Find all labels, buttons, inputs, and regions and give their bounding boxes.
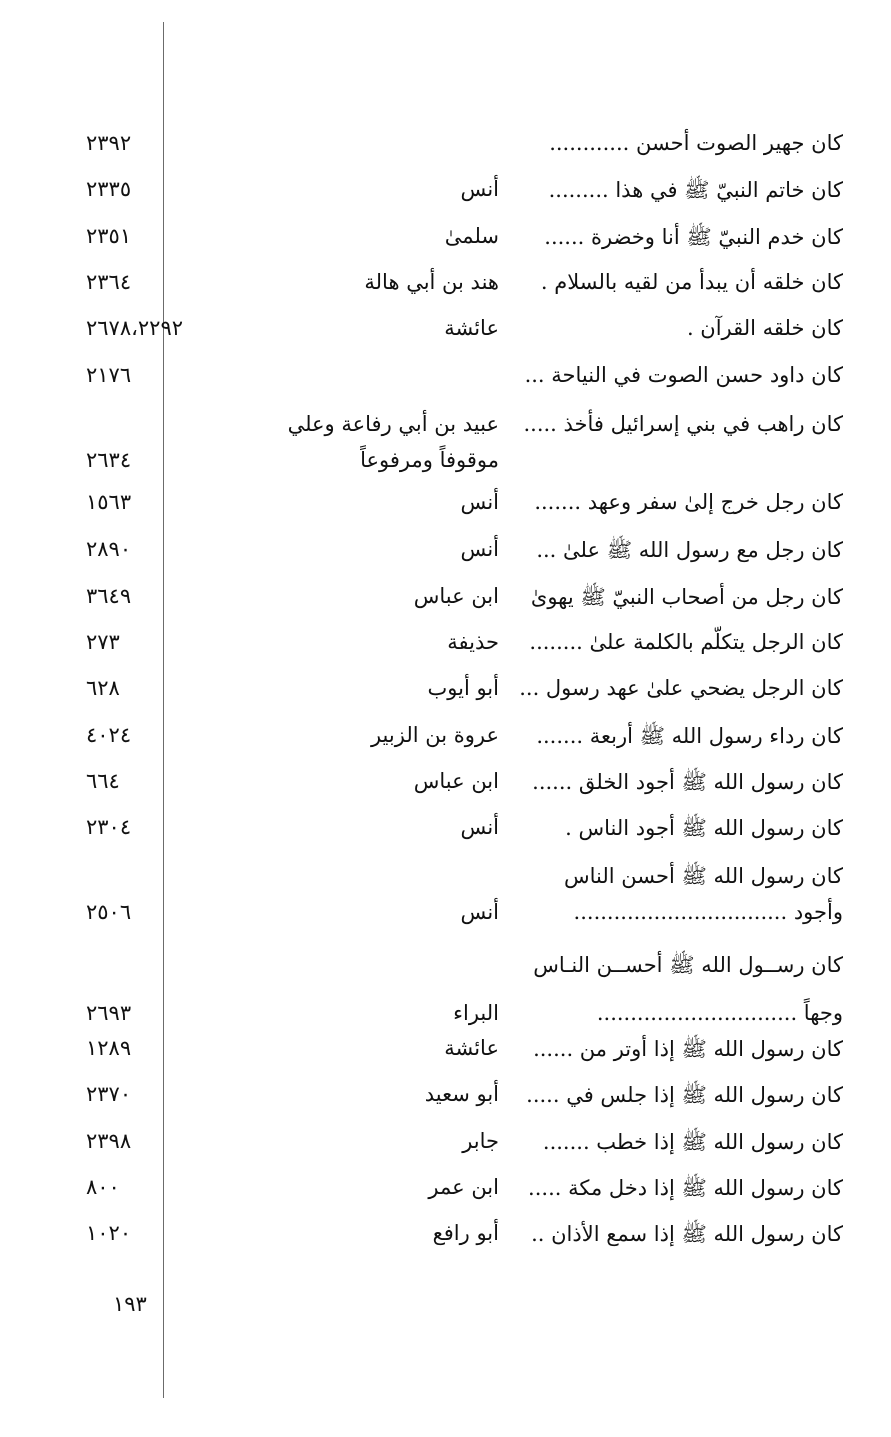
hadith-numbers: ٢٧٣: [86, 630, 120, 654]
hadith-numbers: ٣٦٤٩: [86, 584, 132, 608]
narrator: حذيفة: [447, 630, 499, 654]
narrator: ابن عباس: [413, 584, 499, 608]
hadith-numbers: ٤٠٢٤: [86, 723, 132, 747]
narrator: عائشة: [444, 316, 499, 340]
narrator: البراء: [453, 1001, 499, 1025]
hadith-incipit: كان خاتم النبيّ ﷺ في هذا .........: [548, 178, 843, 202]
hadith-incipit: كان رجل مع رسول الله ﷺ علىٰ ...: [536, 538, 843, 562]
hadith-incipit: كان رجل خرج إلىٰ سفر وعهد .......: [534, 490, 843, 514]
hadith-incipit: كان داود حسن الصوت في النياحة ...: [524, 363, 843, 387]
narrator: أنس: [460, 815, 499, 839]
page-number: ١٩٣: [113, 1292, 147, 1316]
hadith-incipit: كان راهب في بني إسرائيل فأخذ .....: [523, 412, 843, 436]
hadith-incipit: كان رداء رسول الله ﷺ أربعة .......: [536, 724, 843, 748]
narrator: عائشة: [444, 1036, 499, 1060]
hadith-numbers: ٨٠٠: [86, 1175, 120, 1199]
hadith-incipit: كان رسول الله ﷺ إذا دخل مكة .....: [528, 1176, 843, 1200]
hadith-numbers: ٢٦٣٤: [86, 448, 132, 472]
hadith-numbers: ٢١٧٦: [86, 363, 132, 387]
hadith-incipit: كان الرجل يضحي علىٰ عهد رسول ...: [519, 676, 843, 700]
incipit-line-2: وأجود ................................: [573, 900, 843, 924]
hadith-incipit: كان خلقه أن يبدأ من لقيه بالسلام .: [540, 270, 843, 294]
narrator: ابن عباس: [413, 769, 499, 793]
hadith-numbers: ٢٣٠٤: [86, 815, 132, 839]
hadith-incipit: كان رسول الله ﷺ إذا خطب .......: [542, 1130, 843, 1154]
narrator: سلمىٰ: [444, 224, 499, 248]
hadith-incipit: كان الرجل يتكلّم بالكلمة علىٰ ........: [529, 630, 843, 654]
hadith-numbers: ٢٣٩٨: [86, 1129, 132, 1153]
hadith-incipit: كان رسول الله ﷺ أجود الخلق ......: [532, 770, 843, 794]
narrator: أنس: [460, 490, 499, 514]
hadith-numbers: ٢٦٩٣: [86, 1001, 132, 1025]
hadith-numbers: ٢٥٠٦: [86, 900, 132, 924]
narrator-line-1: عبيد بن أبي رفاعة وعلي: [287, 412, 499, 436]
narrator: أبو رافع: [432, 1221, 499, 1245]
narrator: عروة بن الزبير: [370, 723, 499, 747]
narrator: جابر: [462, 1129, 499, 1153]
hadith-incipit: كان رسول الله ﷺ إذا جلس في .....: [526, 1083, 843, 1107]
hadith-numbers: ٢٣٧٠: [86, 1082, 132, 1106]
hadith-numbers: ٢٨٩٠: [86, 537, 132, 561]
hadith-numbers: ٢٣٦٤: [86, 270, 132, 294]
incipit-line-2: وجهاً ..............................: [596, 1001, 843, 1025]
hadith-numbers: ٦٦٤: [86, 769, 120, 793]
hadith-numbers: ٢٣٣٥: [86, 177, 132, 201]
narrator: [259, 406, 499, 478]
incipit-line-1: كان رســول الله ﷺ أحســن النـاس: [533, 953, 843, 977]
hadith-numbers: ١٢٨٩: [86, 1036, 132, 1060]
hadith-numbers: ٦٢٨: [86, 676, 120, 700]
hadith-incipit: كان رسول الله ﷺ أجود الناس .: [565, 816, 843, 840]
narrator: أبو أيوب: [427, 676, 499, 700]
hadith-incipit: [513, 858, 843, 930]
narrator: أبو سعيد: [424, 1082, 499, 1106]
hadith-numbers: ٢٦٧٨،٢٢٩٢: [86, 316, 184, 340]
narrator: أنس: [460, 177, 499, 201]
hadith-incipit: كان خلقه القرآن .: [686, 316, 843, 340]
hadith-incipit: [513, 941, 843, 1037]
narrator: هند بن أبي هالة: [364, 270, 499, 294]
narrator: ابن عمر: [428, 1175, 499, 1199]
hadith-numbers: ١٥٦٣: [86, 490, 132, 514]
hadith-numbers: ٢٣٩٢: [86, 131, 132, 155]
narrator-line-2: موقوفاً ومرفوعاً: [360, 448, 499, 472]
narrator: أنس: [460, 900, 499, 924]
incipit-line-1: كان رسول الله ﷺ أحسن الناس: [564, 864, 843, 888]
hadith-numbers: ٢٣٥١: [86, 224, 132, 248]
hadith-incipit: كان رسول الله ﷺ إذا أوتر من ......: [533, 1037, 843, 1061]
hadith-incipit: كان رجل من أصحاب النبيّ ﷺ يهوىٰ: [530, 585, 843, 609]
hadith-incipit: كان خدم النبيّ ﷺ أنا وخضرة ......: [544, 225, 843, 249]
hadith-incipit: كان جهير الصوت أحسن ............: [549, 131, 843, 155]
hadith-incipit: كان رسول الله ﷺ إذا سمع الأذان ..: [531, 1222, 843, 1246]
hadith-numbers: ١٠٢٠: [86, 1221, 132, 1245]
narrator: أنس: [460, 537, 499, 561]
